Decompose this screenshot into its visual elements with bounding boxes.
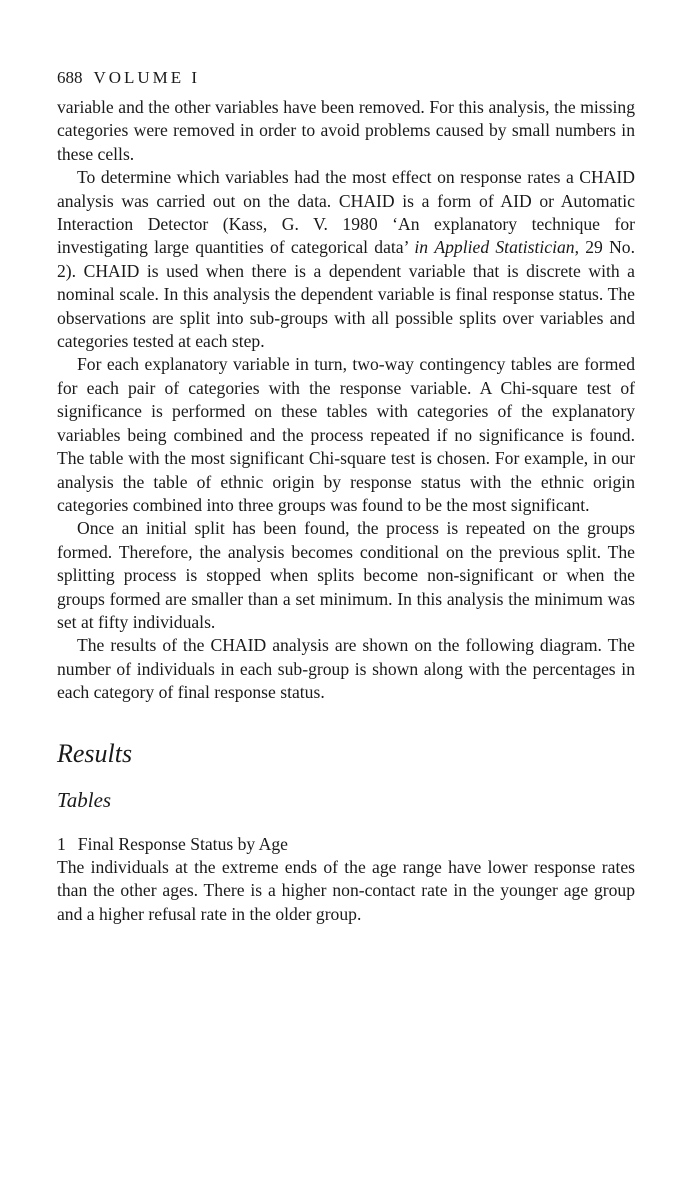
paragraph-results-diagram: The results of the CHAID analysis are shown on the following diagram. The number of individuals in each sub-group is shown along with the percentages in each category of final response status. [57, 635, 635, 703]
paragraph-chaid-intro [57, 166, 635, 353]
results-heading: Results [57, 738, 133, 768]
citation-journal: Applied Statistician [434, 237, 575, 258]
table-1-description: The individuals at the extreme ends of the age range have lower response rates than the other ages. There is a higher non-contact rate in the younger age group and a higher refusal rate in the older group. [57, 856, 635, 924]
table-1-number: 1 [57, 833, 66, 854]
paragraph-contingency-tables: For each explanatory variable in turn, two-way contingency tables are formed for each pair of categories with the response variable. A Chi-square test of significance is performed on these tables with categories of the explanatory variables being combined and the process repeated if no significance is found. The table with the most significant Chi-square test is chosen. For example, in our analysis the table of ethnic origin by response status with the ethnic origin categories combined into three groups was found to be the most significant. [57, 354, 635, 515]
citation-in: in [414, 237, 429, 258]
volume-label: VOLUME I [93, 68, 201, 87]
paragraph-continuation: variable and the other variables have been removed. For this analysis, the missing categories were removed in order to avoid problems caused by small numbers in these cells. [57, 97, 635, 164]
table-1-title: Final Response Status by Age [77, 833, 288, 854]
page-number: 688 [57, 68, 83, 87]
running-head [57, 66, 635, 90]
tables-heading: Tables [57, 787, 112, 812]
paragraph-splitting-process: Once an initial split has been found, the process is repeated on the groups formed. Therefore, the analysis becomes conditional on the previous split. The splitting process is stopped when splits become non-significant or when the groups formed are smaller than a set minimum. In this analysis the minimum was set at fifty individuals. [57, 518, 635, 632]
paragraph-chaid-intro-text-a: To determine which variables had the most effect on response rates a CHAID analysis was carried out on the data. CHAID is a form of AID or Automatic Interaction Detector (Kass, G. V. 1980 ‘An explanatory technique for investigating large quantities of categorical data’ [57, 167, 635, 258]
table-1-heading [57, 833, 635, 856]
paragraph-chaid-intro-text-b: , 29 No. 2). CHAID is used when there is a dependent variable that is discrete with a nominal scale. In this analysis the dependent variable is final response status. The observations are split into sub-groups with all possible splits over variables and categories tested at each step. [57, 237, 635, 352]
book-page [57, 66, 635, 926]
